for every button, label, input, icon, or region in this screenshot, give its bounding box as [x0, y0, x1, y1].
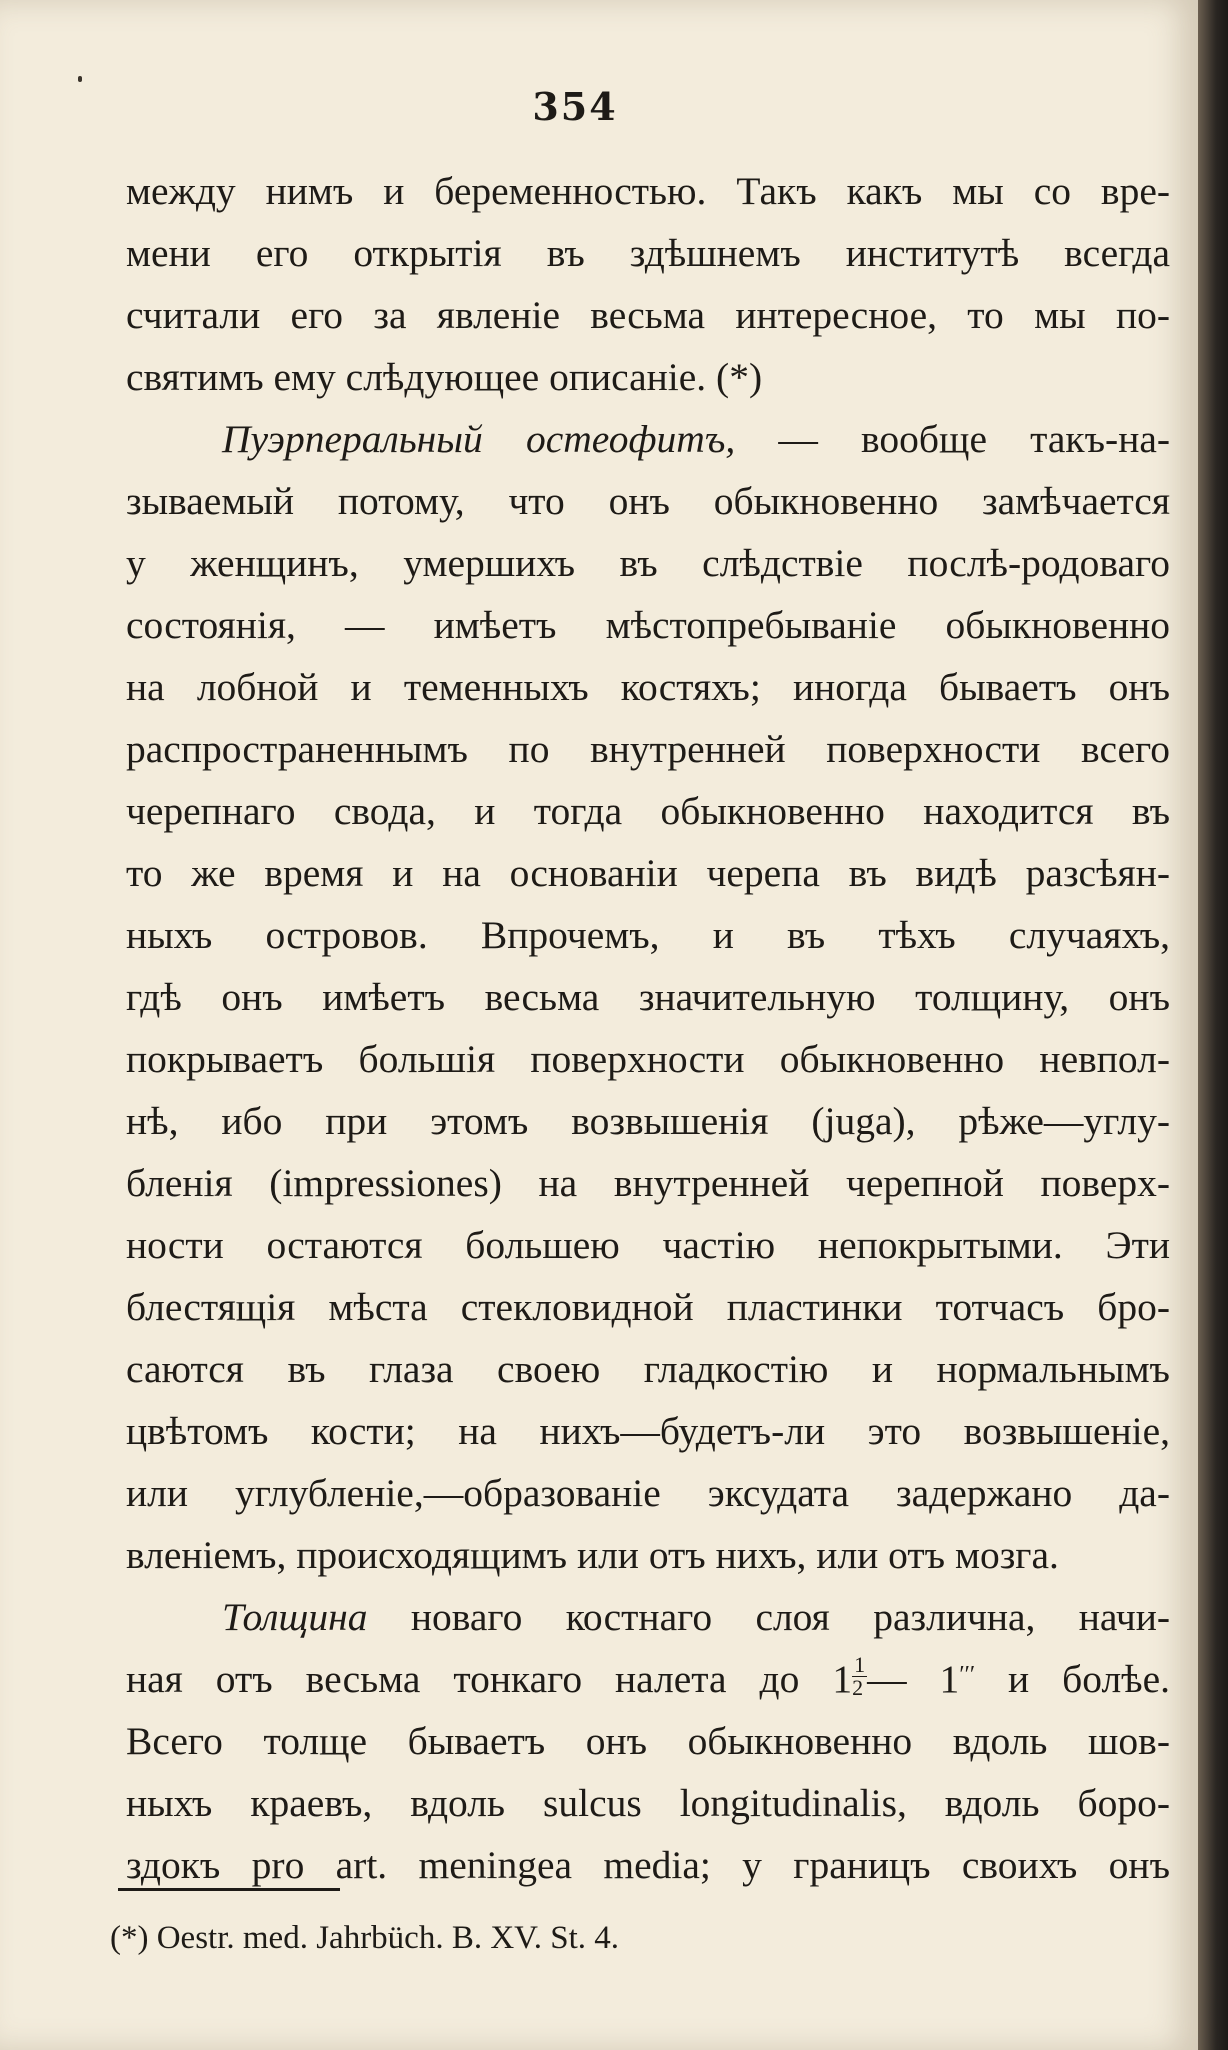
- text-line: ности остаются большею частію непокрытыми. Эти: [126, 1223, 1170, 1267]
- footnote-divider: [118, 1888, 340, 1891]
- text-line: на лобной и теменныхъ костяхъ; иногда бываетъ онъ: [126, 665, 1170, 709]
- text-line: саются въ глаза своею гладкостію и нормальнымъ: [126, 1347, 1170, 1391]
- text-line: у женщинъ, умершихъ въ слѣдствіе послѣ-родоваго: [126, 541, 1170, 585]
- text-line: ныхъ островов. Впрочемъ, и въ тѣхъ случаяхъ,: [126, 913, 1170, 957]
- text-line: зываемый потому, что онъ обыкновенно замѣчается: [126, 479, 1170, 523]
- text-line: вленіемъ, происходящимъ или отъ нихъ, или отъ мозга.: [126, 1533, 1059, 1577]
- text-line: цвѣтомъ кости; на нихъ—будетъ-ли это возвышеніе,: [126, 1409, 1170, 1453]
- book-spine-edge: [1198, 0, 1228, 2050]
- text-line: Всего толще бываетъ онъ обыкновенно вдоль шов-: [126, 1719, 1170, 1763]
- text-line: блестящія мѣста стекловидной пластинки тотчасъ бро-: [126, 1285, 1170, 1329]
- page-number: 354: [532, 84, 618, 129]
- text-line: распространеннымъ по внутренней поверхности всего: [126, 727, 1170, 771]
- ink-speck: [78, 76, 82, 82]
- footnote: (*) Oestr. med. Jahrbüch. B. XV. St. 4.: [110, 1920, 620, 1956]
- text-line: черепнаго свода, и тогда обыкновенно находится въ: [126, 789, 1170, 833]
- italic-term: Толщина: [222, 1595, 368, 1639]
- text-line: гдѣ онъ имѣетъ весьма значительную толщину, онъ: [126, 975, 1170, 1019]
- text-fragment: ная отъ весьма тонкаго налета до 1: [126, 1657, 853, 1701]
- fraction-denominator: 2: [852, 1675, 864, 1701]
- text-line-with-fraction: [126, 1648, 1170, 1710]
- unit-mark: ′′′: [959, 1662, 976, 1688]
- text-line: то же время и на основаніи черепа въ видѣ разсѣян-: [126, 851, 1170, 895]
- text-fragment: новаго костнаго слоя различна, начи-: [410, 1595, 1170, 1639]
- text-line: ныхъ краевъ, вдоль sulcus longitudinalis, вдоль боро-: [126, 1781, 1170, 1825]
- body-text: [126, 160, 1170, 1896]
- text-line: бленія (impressiones) на внутренней черепной поверх-: [126, 1161, 1170, 1205]
- text-fragment: — 1: [867, 1657, 960, 1701]
- text-fragment: — вообще такъ-на-: [778, 417, 1171, 461]
- text-line: святимъ ему слѣдующее описаніе. (*): [126, 355, 763, 399]
- text-line: мени его открытія въ здѣшнемъ институтѣ всегда: [126, 231, 1170, 275]
- text-line: между нимъ и беременностью. Такъ какъ мы со вре-: [126, 169, 1170, 213]
- text-fragment: и болѣе.: [975, 1657, 1171, 1701]
- fraction-numerator: 1: [854, 1652, 866, 1678]
- text-line: считали его за явленіе весьма интересное, то мы по-: [126, 293, 1170, 337]
- italic-term: Пуэрперальный остеофитъ,: [222, 417, 736, 461]
- paragraph-start: [126, 408, 1170, 470]
- fraction: [852, 1654, 867, 1699]
- text-line: состоянія, — имѣетъ мѣстопребываніе обыкновенно: [126, 603, 1170, 647]
- text-line: покрываетъ большія поверхности обыкновенно невпол-: [126, 1037, 1170, 1081]
- text-line: здокъ pro art. meningea media; у границъ своихъ онъ: [126, 1843, 1170, 1887]
- text-line: или углубленіе,—образованіе эксудата задержано да-: [126, 1471, 1170, 1515]
- text-line: нѣ, ибо при этомъ возвышенія (juga), рѣже—углу-: [126, 1099, 1170, 1143]
- paragraph-start: [126, 1586, 1170, 1648]
